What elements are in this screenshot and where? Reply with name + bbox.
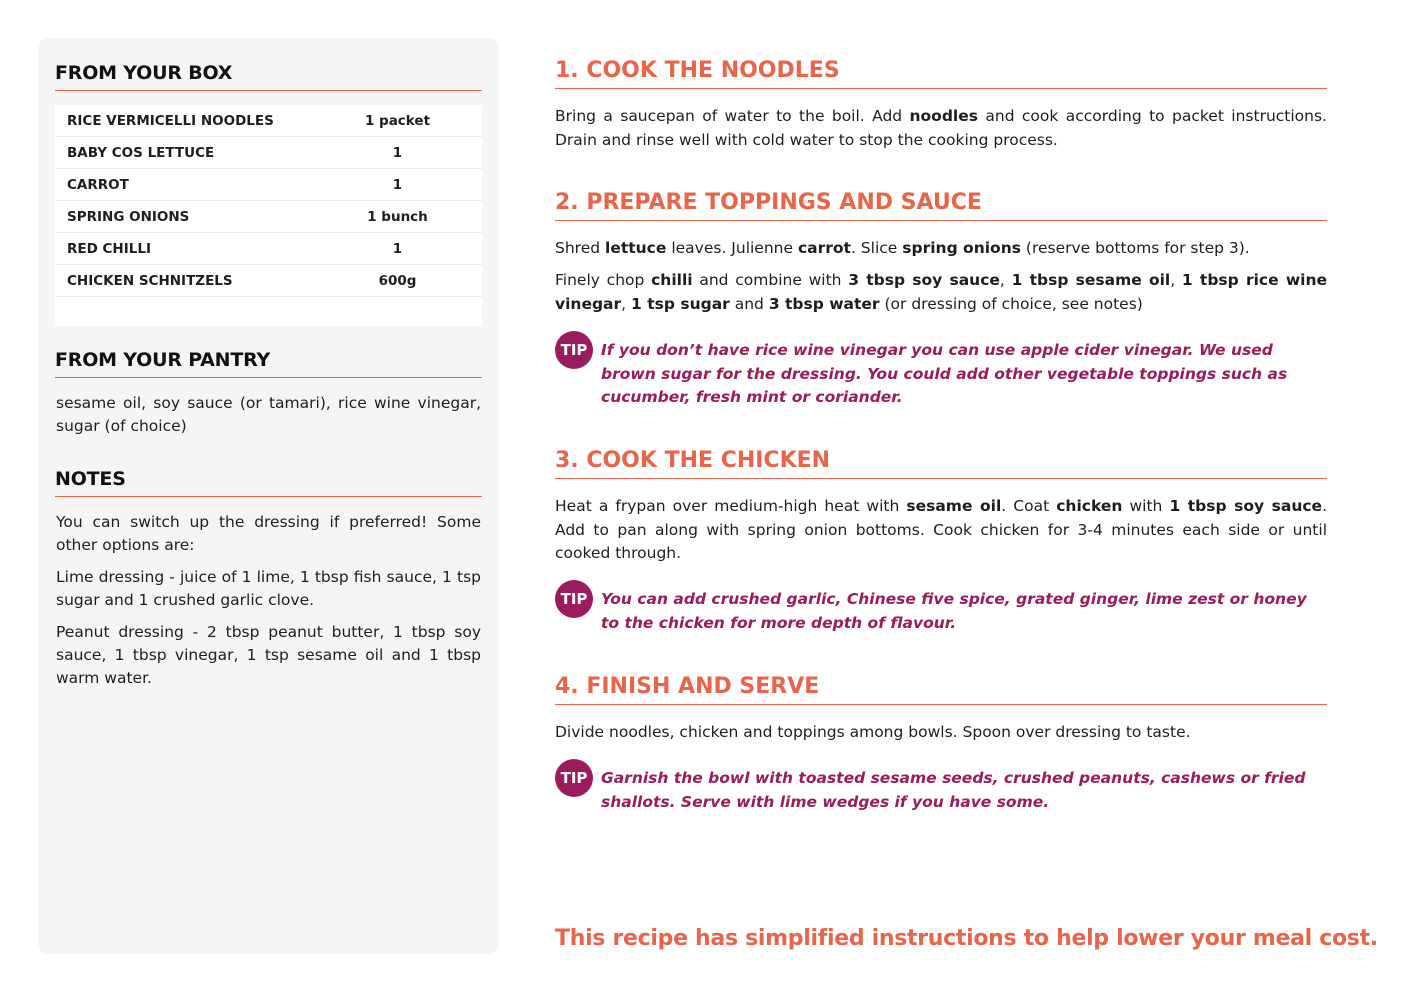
table-row: [55, 265, 482, 297]
tip-badge: TIP: [555, 759, 593, 797]
bold-ingredient: noodles: [909, 107, 978, 125]
sidebar-panel: [38, 38, 499, 954]
notes-heading: NOTES: [55, 468, 482, 497]
step-paragraph: Shred lettuce leaves. Julienne carrot. Slice spring onions (reserve bottoms for step 3).: [555, 239, 1250, 257]
ingredient-name: CARROT: [67, 176, 129, 193]
bold-ingredient: lettuce: [605, 239, 667, 257]
pantry-list: sesame oil, soy sauce (or tamari), rice wine vinegar, sugar (of choice): [56, 394, 481, 435]
step-paragraph: Heat a frypan over medium-high heat with sesame oil. Coat chicken with 1 tbsp soy sauce. Add to pan along with spring onion bottoms. Cook chicken for 3-4 minutes each side or until cooked through.: [555, 497, 1327, 562]
table-row: [55, 201, 482, 233]
ingredient-name: CHICKEN SCHNITZELS: [67, 272, 233, 289]
step-3-title: 3. COOK THE CHICKEN: [555, 448, 1327, 479]
bold-ingredient: 1 tbsp soy sauce: [1169, 497, 1323, 515]
step-4-title: 4. FINISH AND SERVE: [555, 674, 1327, 705]
table-row: [55, 105, 482, 137]
note-paragraph: Lime dressing - juice of 1 lime, 1 tbsp fish sauce, 1 tsp sugar and 1 crushed garlic clove.: [56, 568, 481, 609]
table-row: [55, 137, 482, 169]
step-paragraph: Bring a saucepan of water to the boil. Add noodles and cook according to packet instructions. Drain and rinse well with cold water to stop the cooking process.: [555, 107, 1327, 149]
bold-ingredient: spring onions: [902, 239, 1021, 257]
ingredient-qty: 1: [392, 144, 403, 161]
notes-body: [56, 511, 481, 699]
note-paragraph: You can switch up the dressing if preferred! Some other options are:: [56, 513, 481, 554]
step-2-title: 2. PREPARE TOPPINGS AND SAUCE: [555, 190, 1327, 221]
tip-text: You can add crushed garlic, Chinese five spice, grated ginger, lime zest or honey to the chicken for more depth of flavour.: [601, 590, 1307, 632]
bold-ingredient: 3 tbsp soy sauce: [848, 271, 1000, 289]
pantry-heading: FROM YOUR PANTRY: [55, 349, 482, 378]
tip-text: Garnish the bowl with toasted sesame seeds, crushed peanuts, cashews or fried shallots. Serve with lime wedges if you have some.: [601, 769, 1306, 811]
step-paragraph: Divide noodles, chicken and toppings among bowls. Spoon over dressing to taste.: [555, 723, 1191, 741]
ingredient-name: RED CHILLI: [67, 240, 151, 257]
bold-ingredient: 1 tbsp sesame oil: [1011, 271, 1171, 289]
bold-ingredient: 3 tbsp water: [768, 294, 880, 313]
ingredient-name: SPRING ONIONS: [67, 208, 190, 225]
bold-ingredient: 1 tbsp rice wine vinegar: [555, 271, 1328, 313]
box-heading: FROM YOUR BOX: [55, 62, 482, 91]
ingredient-qty: 600g: [378, 272, 417, 289]
tip-text: If you don’t have rice wine vinegar you can use apple cider vinegar. We used brown sugar for the dressing. You could add other vegetable toppings such as cucumber, fresh mint or coriander.: [601, 341, 1288, 406]
ingredient-name: RICE VERMICELLI NOODLES: [67, 112, 274, 129]
footer-note: This recipe has simplified instructions to help lower your meal cost.: [555, 926, 1378, 951]
bold-ingredient: sesame oil: [906, 497, 1002, 515]
ingredient-qty: 1 packet: [364, 112, 431, 129]
table-row: [55, 233, 482, 265]
bold-ingredient: chilli: [651, 271, 693, 289]
ingredient-qty: 1: [392, 176, 403, 193]
step-paragraph: Finely chop chilli and combine with 3 tbsp soy sauce, 1 tbsp sesame oil, 1 tbsp rice wine vinegar, 1 tsp sugar and 3 tbsp water (or dressing of choice, see notes): [555, 271, 1328, 313]
step-1-title: 1. COOK THE NOODLES: [555, 58, 1327, 89]
table-row: [55, 169, 482, 201]
tip-badge: TIP: [555, 331, 593, 369]
ingredient-qty: 1: [392, 240, 403, 257]
ingredients-table: [55, 105, 482, 326]
ingredient-qty: 1 bunch: [367, 208, 428, 225]
bold-ingredient: carrot: [797, 239, 851, 257]
pantry-text: [56, 392, 481, 447]
bold-ingredient: chicken: [1056, 497, 1123, 515]
bold-ingredient: 1 tsp sugar: [631, 294, 730, 313]
ingredient-name: BABY COS LETTUCE: [67, 144, 215, 161]
tip-badge: TIP: [555, 580, 593, 618]
note-paragraph: Peanut dressing - 2 tbsp peanut butter, 1 tbsp soy sauce, 1 tbsp vinegar, 1 tsp sesame oil and 1 tbsp warm water.: [56, 623, 481, 687]
